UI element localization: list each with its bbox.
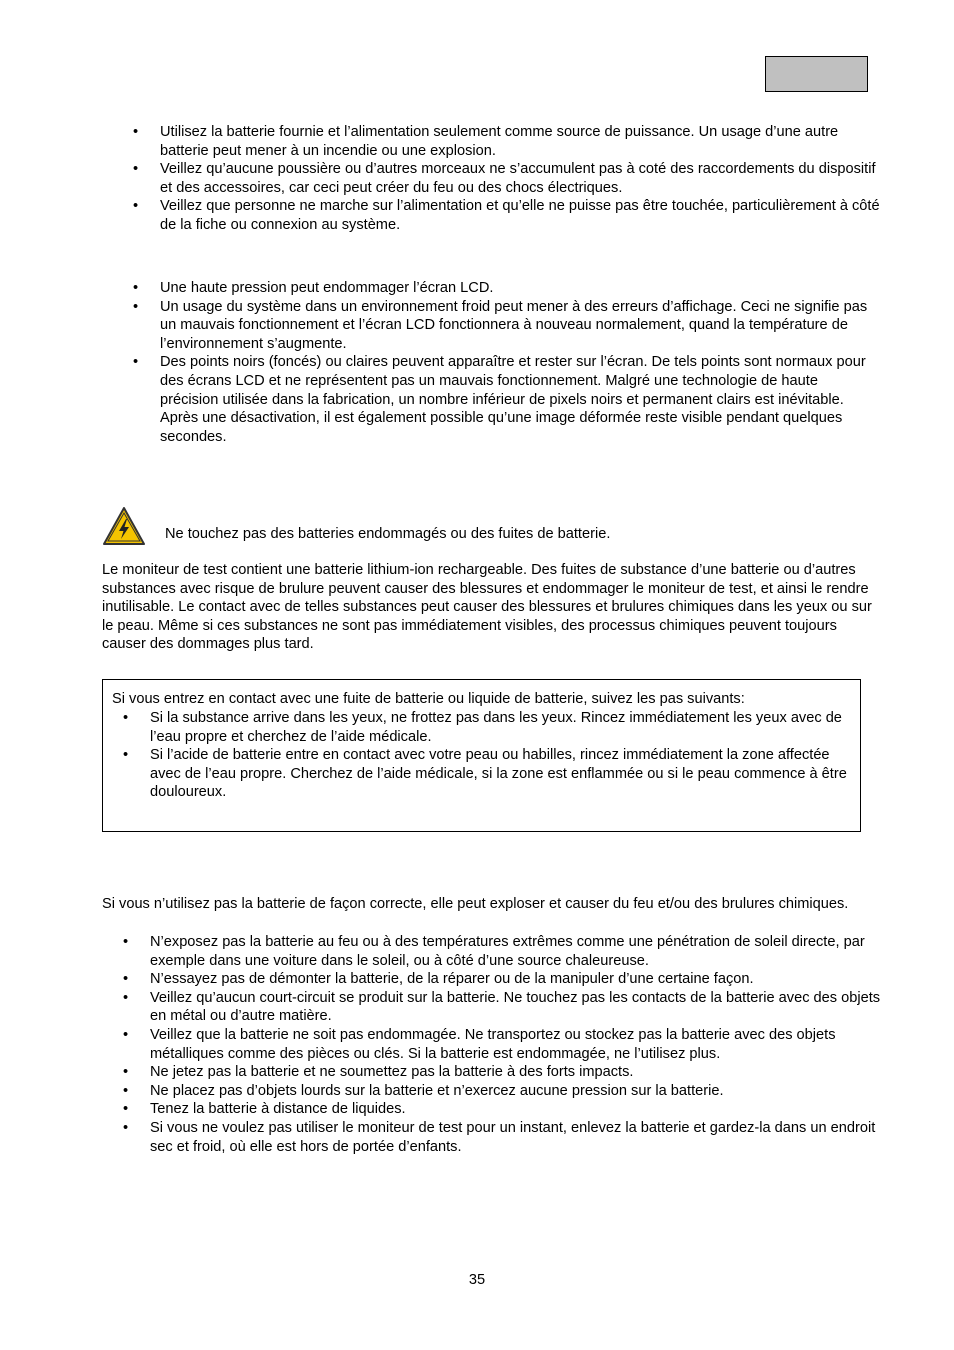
list-item: • Utilisez la batterie fournie et l’alimentation seulement comme source de puissance. Un usage d’une autre batterie peut mener à un incendie ou une explosion. <box>133 124 839 159</box>
power-safety-list <box>133 123 885 235</box>
first-aid-intro: Si vous entrez en contact avec une fuite de batterie ou liquide de batterie, suivez les pas suivants: <box>112 691 745 707</box>
first-aid-list <box>123 709 855 802</box>
list-item-text: N’exposez pas la batterie au feu ou à des températures extrêmes comme une pénétration de soleil directe, par exemple dans une voiture dans le soleil, ou à côté d’une source chaleureuse. <box>150 934 865 969</box>
high-voltage-warning-icon <box>102 506 146 546</box>
list-item-text: Si la substance arrive dans les yeux, ne frottez pas dans les yeux. Rincez immédiatement les yeux avec de l’eau propre et cherchez de l’aide médicale. <box>150 710 842 745</box>
list-item: • Tenez la batterie à distance de liquides. <box>123 1101 406 1118</box>
list-item-text: Veillez que la batterie ne soit pas endommagée. Ne transportez ou stockez pas la batterie avec des objets métalliques comme des pièces ou clés. Si la batterie est endommagée, ne l’utilisez plus. <box>150 1026 836 1062</box>
battery-usage-list <box>123 933 885 1156</box>
list-item-text: Veillez qu’aucune poussière ou d’autres morceaux ne s’accumulent pas à coté des raccordements du dispositif et des accessoires, car ceci peut créer du feu ou des chocs électriques. <box>160 161 876 196</box>
list-item-text: Ne placez pas d’objets lourds sur la batterie et n’exercez aucune pression sur la batterie. <box>150 1082 724 1099</box>
list-item: • N’essayez pas de démonter la batterie, de la réparer ou de la manipuler d’une certaine façon. <box>123 971 754 988</box>
list-item: • Veillez que personne ne marche sur l’alimentation et qu’elle ne puisse pas être touchée, particulièrement à côté de la fiche ou connexion au système. <box>133 198 880 233</box>
list-item: • Ne placez pas d’objets lourds sur la batterie et n’exercez aucune pression sur la batterie. <box>123 1082 724 1099</box>
list-item: • Veillez qu’aucune poussière ou d’autres morceaux ne s’accumulent pas à coté des raccordements du dispositif et des accessoires, car ceci peut créer du feu ou des chocs électriques. <box>133 161 876 196</box>
list-item: • Si vous ne voulez pas utiliser le moniteur de test pour un instant, enlevez la batterie et gardez-la dans un endroit sec et froid, où elle est hors de portée d’enfants. <box>123 1119 876 1155</box>
list-item-text: Une haute pression peut endommager l’écran LCD. <box>160 280 494 296</box>
list-item: • Veillez que la batterie ne soit pas endommagée. Ne transportez ou stockez pas la batterie avec des objets métalliques comme des pièces ou clés. Si la batterie est endommagée, ne l’utilisez plus. <box>123 1026 836 1062</box>
battery-paragraph: Le moniteur de test contient une batterie lithium-ion rechargeable. Des fuites de substance d’une batterie ou d’autres substances avec risque de brulure peuvent causer des blessures et endommager le moniteur de test, et ainsi le rendre inutilisable. Le contact avec de telles substances peut causer des blessures et brulures chimiques dans les yeux ou sur le peau. Même si ces substances ne sont pas immédiatement visibles, des processus chimiques peuvent toujours causer des dommages plus tard. <box>102 562 872 653</box>
list-item: • Des points noirs (foncés) ou claires peuvent apparaître et rester sur l’écran. De tels points sont normaux pour des écrans LCD et ne représentent pas un mauvais fonctionnement. Malgré une technologie de haute précision utilisée dans la fabrication, un nombre inférieur de pixels noirs et permanent clairs est inévitable. Après une désactivation, il est également possible qu’une image déformée reste visible pendant quelques secondes. <box>133 354 866 445</box>
language-tab-box <box>765 56 868 92</box>
list-item-text: Utilisez la batterie fournie et l’alimentation seulement comme source de puissance. Un usage d’une autre batterie peut mener à un incendie ou une explosion. <box>160 124 839 159</box>
list-item-text: Veillez que personne ne marche sur l’alimentation et qu’elle ne puisse pas être touchée, particulièrement à côté de la fiche ou connexion au système. <box>160 198 880 233</box>
list-item: • Ne jetez pas la batterie et ne soumettez pas la batterie à des forts impacts. <box>123 1064 634 1081</box>
list-item: • Si la substance arrive dans les yeux, ne frottez pas dans les yeux. Rincez immédiatement les yeux avec de l’eau propre et cherchez de l’aide médicale. <box>123 710 842 745</box>
list-item: • Veillez qu’aucun court-circuit se produit sur la batterie. Ne touchez pas les contacts de la batterie avec des objets en métal ou d’autre matière. <box>123 989 881 1025</box>
list-item-text: N’essayez pas de démonter la batterie, de la réparer ou de la manipuler d’une certaine façon. <box>150 971 754 988</box>
list-item-text: Tenez la batterie à distance de liquides. <box>150 1101 406 1118</box>
list-item: • Un usage du système dans un environnement froid peut mener à des erreurs d’affichage. Ceci ne signifie pas un mauvais fonctionnement et l’écran LCD fonctionnera à nouveau normalement, quand la température de l’environnement s’augmente. <box>133 298 868 352</box>
page-number: 35 <box>468 1272 486 1288</box>
warning-text: Ne touchez pas des batteries endommagés ou des fuites de batterie. <box>165 526 611 542</box>
list-item-text: Des points noirs (foncés) ou claires peuvent apparaître et rester sur l’écran. De tels points sont normaux pour des écrans LCD et ne représentent pas un mauvais fonctionnement. Malgré une technologie de haute précision utilisée dans la fabrication, un nombre inférieur de pixels noirs et permanent clairs est inévitable. Après une désactivation, il est également possible qu’une image déformée reste visible pendant quelques secondes. <box>160 354 866 445</box>
lcd-list <box>133 279 880 446</box>
list-item-text: Si vous ne voulez pas utiliser le moniteur de test pour un instant, enlevez la batterie et gardez-la dans un endroit sec et froid, où elle est hors de portée d’enfants. <box>150 1119 876 1155</box>
list-item: • Si l’acide de batterie entre en contact avec votre peau ou habilles, rincez immédiatement la zone affectée avec de l’eau propre. Cherchez de l’aide médicale, si la zone est enflammée ou si le peau commence à être douloureux. <box>123 747 847 801</box>
list-item-text: Un usage du système dans un environnement froid peut mener à des erreurs d’affichage. Ceci ne signifie pas un mauvais fonctionnement et l’écran LCD fonctionnera à nouveau normalement, quand la température de l’environnement s’augmente. <box>160 298 868 352</box>
list-item-text: Ne jetez pas la batterie et ne soumettez pas la batterie à des forts impacts. <box>150 1064 634 1081</box>
list-item: • Une haute pression peut endommager l’écran LCD. <box>133 280 494 296</box>
list-item-text: Veillez qu’aucun court-circuit se produit sur la batterie. Ne touchez pas les contacts de la batterie avec des objets en métal ou d’autre matière. <box>150 989 881 1025</box>
battery-usage-intro: Si vous n’utilisez pas la batterie de façon correcte, elle peut exploser et causer du feu et/ou des brulures chimiques. <box>102 896 849 912</box>
list-item-text: Si l’acide de batterie entre en contact avec votre peau ou habilles, rincez immédiatement la zone affectée avec de l’eau propre. Cherchez de l’aide médicale, si la zone est enflammée ou si le peau commence à être douloureux. <box>150 747 847 801</box>
list-item: • N’exposez pas la batterie au feu ou à des températures extrêmes comme une pénétration de soleil directe, par exemple dans une voiture dans le soleil, ou à côté d’une source chaleureuse. <box>123 934 865 969</box>
